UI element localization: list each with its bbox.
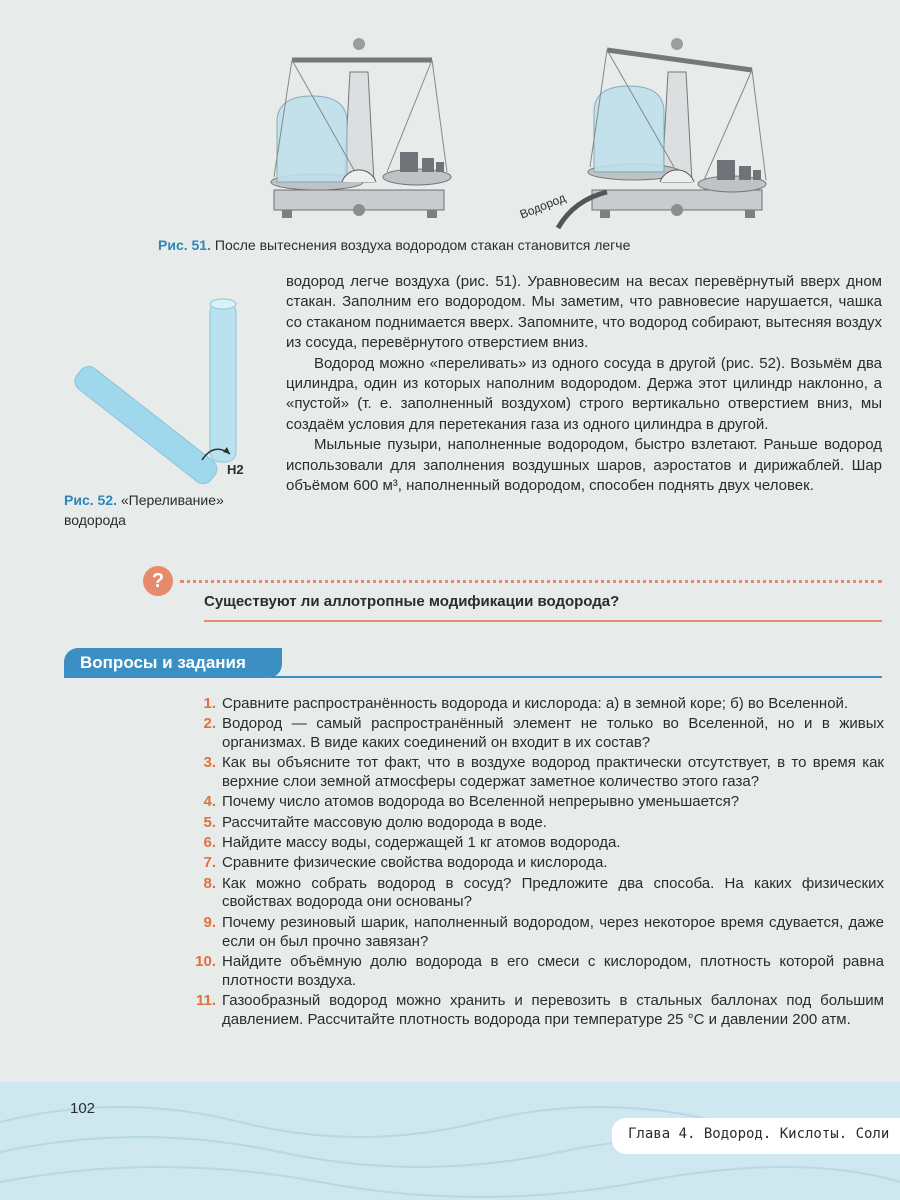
page-number: 102 (70, 1100, 96, 1117)
question-underline (204, 620, 882, 622)
figure-51-number: Рис. 51. (158, 237, 211, 253)
task-text: Сравните физические свойства водорода и кислорода. (222, 854, 608, 872)
figure-51-caption (158, 236, 878, 254)
task-text: Рассчитайте массовую долю водорода в воде. (222, 813, 547, 831)
balance-left (271, 38, 451, 218)
question-dotted-line (180, 580, 882, 583)
task-text: Газообразный водород можно хранить и перевозить в стальных баллонах под большим давлением. Рассчитайте плотность водорода при температуре 25 °C и давлении 200 атм. (222, 991, 884, 1028)
section-title: Вопросы и задания (80, 653, 246, 672)
task-text: Как вы объясните тот факт, что в воздухе водород практически отсутствует, в то время как верхние слои земной атмосферы содержат заметное количество этого газа? (222, 754, 884, 791)
task-number: 7. (203, 854, 216, 872)
task-number: 9. (203, 913, 216, 931)
paragraph-3: Мыльные пузыри, наполненные водородом, быстро взлетают. Раньше водород использовали для заполнения воздушных шаров, аэростатов и дирижаблей. Шар объёмом 600 м³, наполненный водородом, способен поднять двух человек. (286, 436, 882, 495)
task-text: Почему резиновый шарик, наполненный водородом, через некоторое время сдувается, даже если он был прочно завязан? (222, 913, 884, 950)
task-text: Водород — самый распространённый элемент не только во Вселенной, но и в живых организмах. В виде каких соединений он входит в их состав? (222, 715, 884, 752)
section-divider (270, 676, 882, 678)
tasks-list (188, 695, 884, 1031)
task-item (188, 793, 884, 812)
task-item (188, 875, 884, 913)
task-number: 1. (203, 695, 216, 712)
main-text (286, 272, 882, 496)
figure-51-caption-text: После вытеснения воздуха водородом стакан становится легче (214, 237, 631, 253)
task-number: 4. (203, 793, 216, 811)
balance-illustration (262, 32, 782, 232)
figure-52-number: Рис. 52. (64, 492, 117, 508)
task-number: 10. (195, 952, 216, 970)
task-text: Найдите объёмную долю водорода в его смеси с кислородом, плотность которой равна плотности воздуха. (222, 952, 884, 989)
task-item (188, 914, 884, 952)
task-text: Почему число атомов водорода во Вселенной непрерывно уменьшается? (222, 793, 740, 811)
h2-label: H2 (227, 462, 244, 477)
task-item (188, 834, 884, 853)
task-item (188, 754, 884, 792)
task-item (188, 715, 884, 753)
task-item (188, 854, 884, 873)
task-item (188, 695, 884, 714)
task-text: Как можно собрать водород в сосуд? Предложите два способа. На каких физических свойствах водорода они основаны? (222, 874, 884, 911)
chapter-title: Глава 4. Водород. Кислоты. Соли (628, 1126, 890, 1142)
task-number: 6. (203, 834, 216, 852)
task-item (188, 814, 884, 833)
task-item (188, 992, 884, 1030)
balance-right (518, 38, 766, 228)
task-item (188, 953, 884, 991)
task-text: Найдите массу воды, содержащей 1 кг атомов водорода. (222, 834, 621, 852)
task-number: 3. (203, 754, 216, 772)
question-text: Существуют ли аллотропные модификации водорода? (204, 593, 620, 610)
paragraph-2: Водород можно «переливать» из одного сосуда в другой (рис. 52). Возьмём два цилиндра, один из которых наполним водородом. Держа этот цилиндр наклонно, а «пустой» (т. е. заполненный воздухом) строго вертикально отверстием вниз, мы создаём условия для перетекания газа из одного цилиндра в другой. (286, 354, 882, 433)
task-number: 2. (203, 715, 216, 733)
question-icon: ? (143, 566, 173, 596)
figure-51-balances (262, 32, 782, 232)
figure-52-caption (64, 490, 284, 530)
paragraph-1: водород легче воздуха (рис. 51). Уравновесим на весах перевёрнутый вверх дном стакан. Заполним его водородом. Мы заметим, что равновесие нарушается, чашка со стаканом поднимается вверх. Запомните, что водород собирают, вытесняя воздух из сосуда, перевёрнутого отверстием вниз. (286, 273, 882, 352)
task-number: 5. (203, 813, 216, 831)
task-number: 11. (195, 991, 216, 1009)
figure-52-caption-text: «Переливание» водорода (64, 492, 224, 528)
task-number: 8. (203, 874, 216, 892)
task-text: Сравните распространённость водорода и кислорода: а) в земной коре; б) во Вселенной. (222, 695, 849, 712)
hydrogen-arrow-label: Водород (517, 190, 568, 222)
